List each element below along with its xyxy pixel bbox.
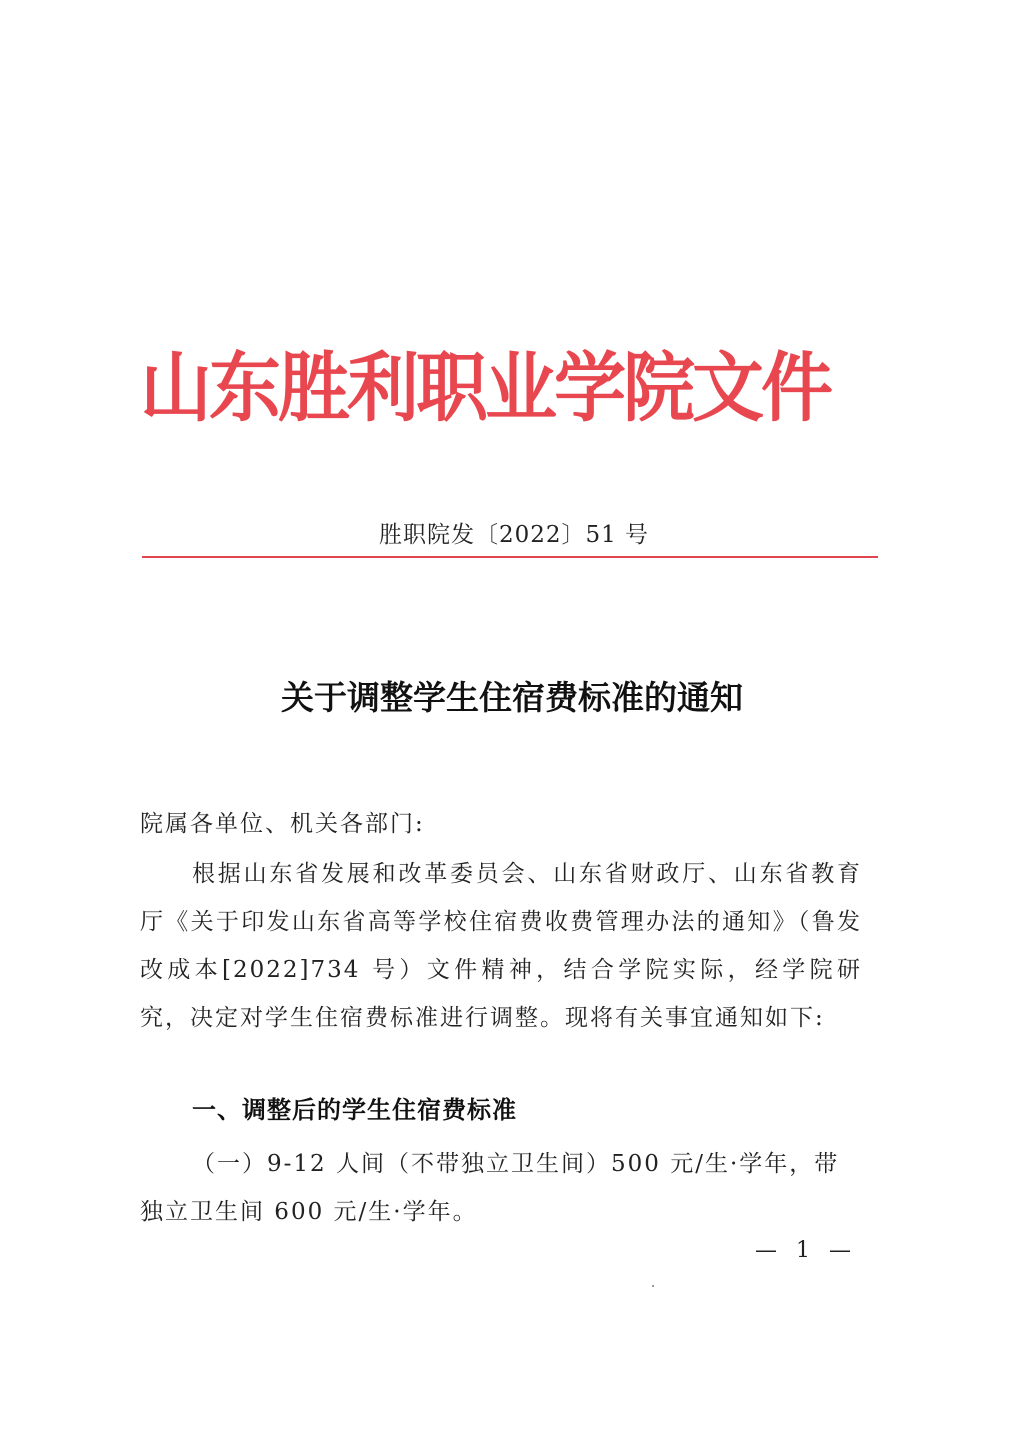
scan-speck bbox=[652, 1285, 654, 1287]
masthead-title: 山东胜利职业学院文件 bbox=[140, 343, 831, 432]
notice-title: 关于调整学生住宿费标准的通知 bbox=[281, 678, 743, 717]
page-number: — 1 — bbox=[755, 1238, 857, 1263]
section-heading: 一、调整后的学生住宿费标准 bbox=[192, 1096, 517, 1124]
red-divider-line bbox=[142, 556, 878, 558]
paragraph-item-1: （一）9-12 人间（不带独立卫生间）500 元/生·学年，带独立卫生间 600 元/生·学年。 bbox=[140, 1151, 840, 1225]
document-number: 胜职院发〔2022〕51 号 bbox=[378, 522, 650, 548]
paragraph-main: 根据山东省发展和改革委员会、山东省财政厅、山东省教育厅《关于印发山东省高等学校住宿费收费管理办法的通知》（鲁发改成本[2022]734 号）文件精神，结合学院实际，经学院研究，决定对学生住宿费标准进行调整。现将有关事宜通知如下: bbox=[140, 861, 862, 1031]
salutation: 院属各单位、机关各部门: bbox=[140, 811, 425, 837]
